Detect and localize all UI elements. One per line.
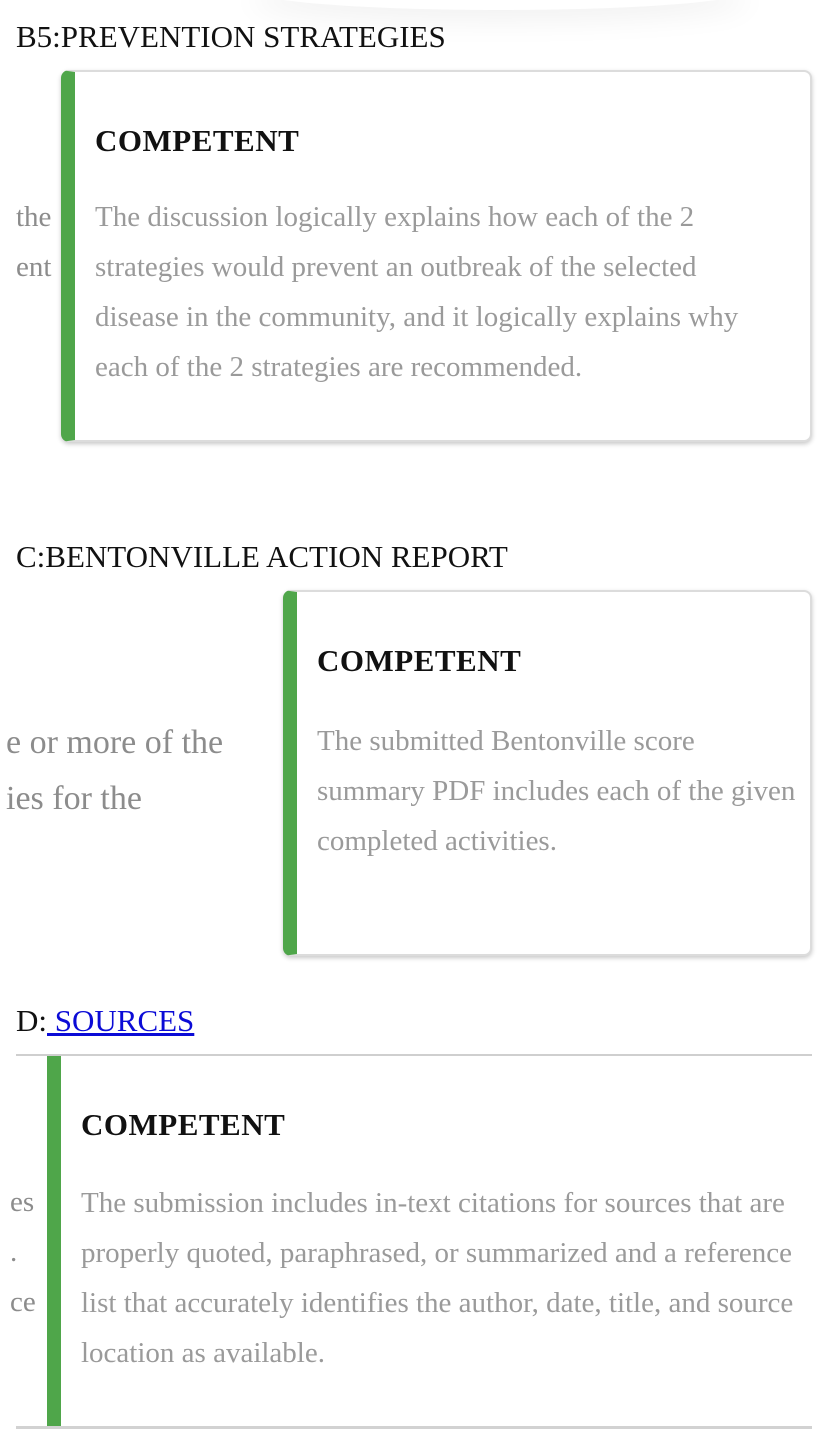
ghost-cell-text: . bbox=[10, 1236, 18, 1268]
rating-description: The discussion logically explains how each of the 2 strategies would prevent an outbreak of the selected disease in the community, and it logically explains why each of the 2 strategies are recommended. bbox=[95, 201, 739, 383]
rating-card-competent[interactable] bbox=[283, 590, 812, 956]
ghost-cell-text: e or more of the bbox=[6, 724, 224, 761]
top-shadow bbox=[250, 0, 750, 10]
section-title-sources bbox=[16, 1005, 194, 1036]
ghost-cell-text: es bbox=[10, 1186, 35, 1218]
rating-label: COMPETENT bbox=[317, 643, 522, 678]
sources-link[interactable]: SOURCES bbox=[47, 1003, 195, 1038]
ghost-cell-text: ce bbox=[10, 1286, 36, 1318]
rubric-row-bentonville-action-report[interactable] bbox=[6, 590, 812, 962]
rating-card-competent[interactable] bbox=[61, 70, 812, 442]
section-title-prevention-strategies: B5:PREVENTION STRATEGIES bbox=[16, 19, 446, 54]
section-title-bentonville-action-report: C:BENTONVILLE ACTION REPORT bbox=[16, 539, 508, 574]
rubric-row-sources[interactable] bbox=[10, 1056, 812, 1429]
rating-card-competent[interactable] bbox=[47, 1056, 812, 1426]
ghost-cell-text: ies for the bbox=[6, 780, 142, 817]
ghost-cell-text: the bbox=[16, 201, 52, 233]
rubric-row-prevention-strategies[interactable] bbox=[16, 70, 812, 446]
rating-description: The submitted Bentonville score summary PDF includes each of the given completed activities. bbox=[317, 725, 796, 857]
rating-label: COMPETENT bbox=[81, 1107, 286, 1142]
ghost-cell-text: ent bbox=[16, 251, 52, 283]
section-title-prefix: D: bbox=[16, 1003, 47, 1038]
rating-label: COMPETENT bbox=[95, 123, 300, 158]
rating-description: The submission includes in-text citations for sources that are properly quoted, paraphrased, or summarized and a reference list that accurately identifies the author, date, title, and source location as available. bbox=[81, 1187, 794, 1369]
